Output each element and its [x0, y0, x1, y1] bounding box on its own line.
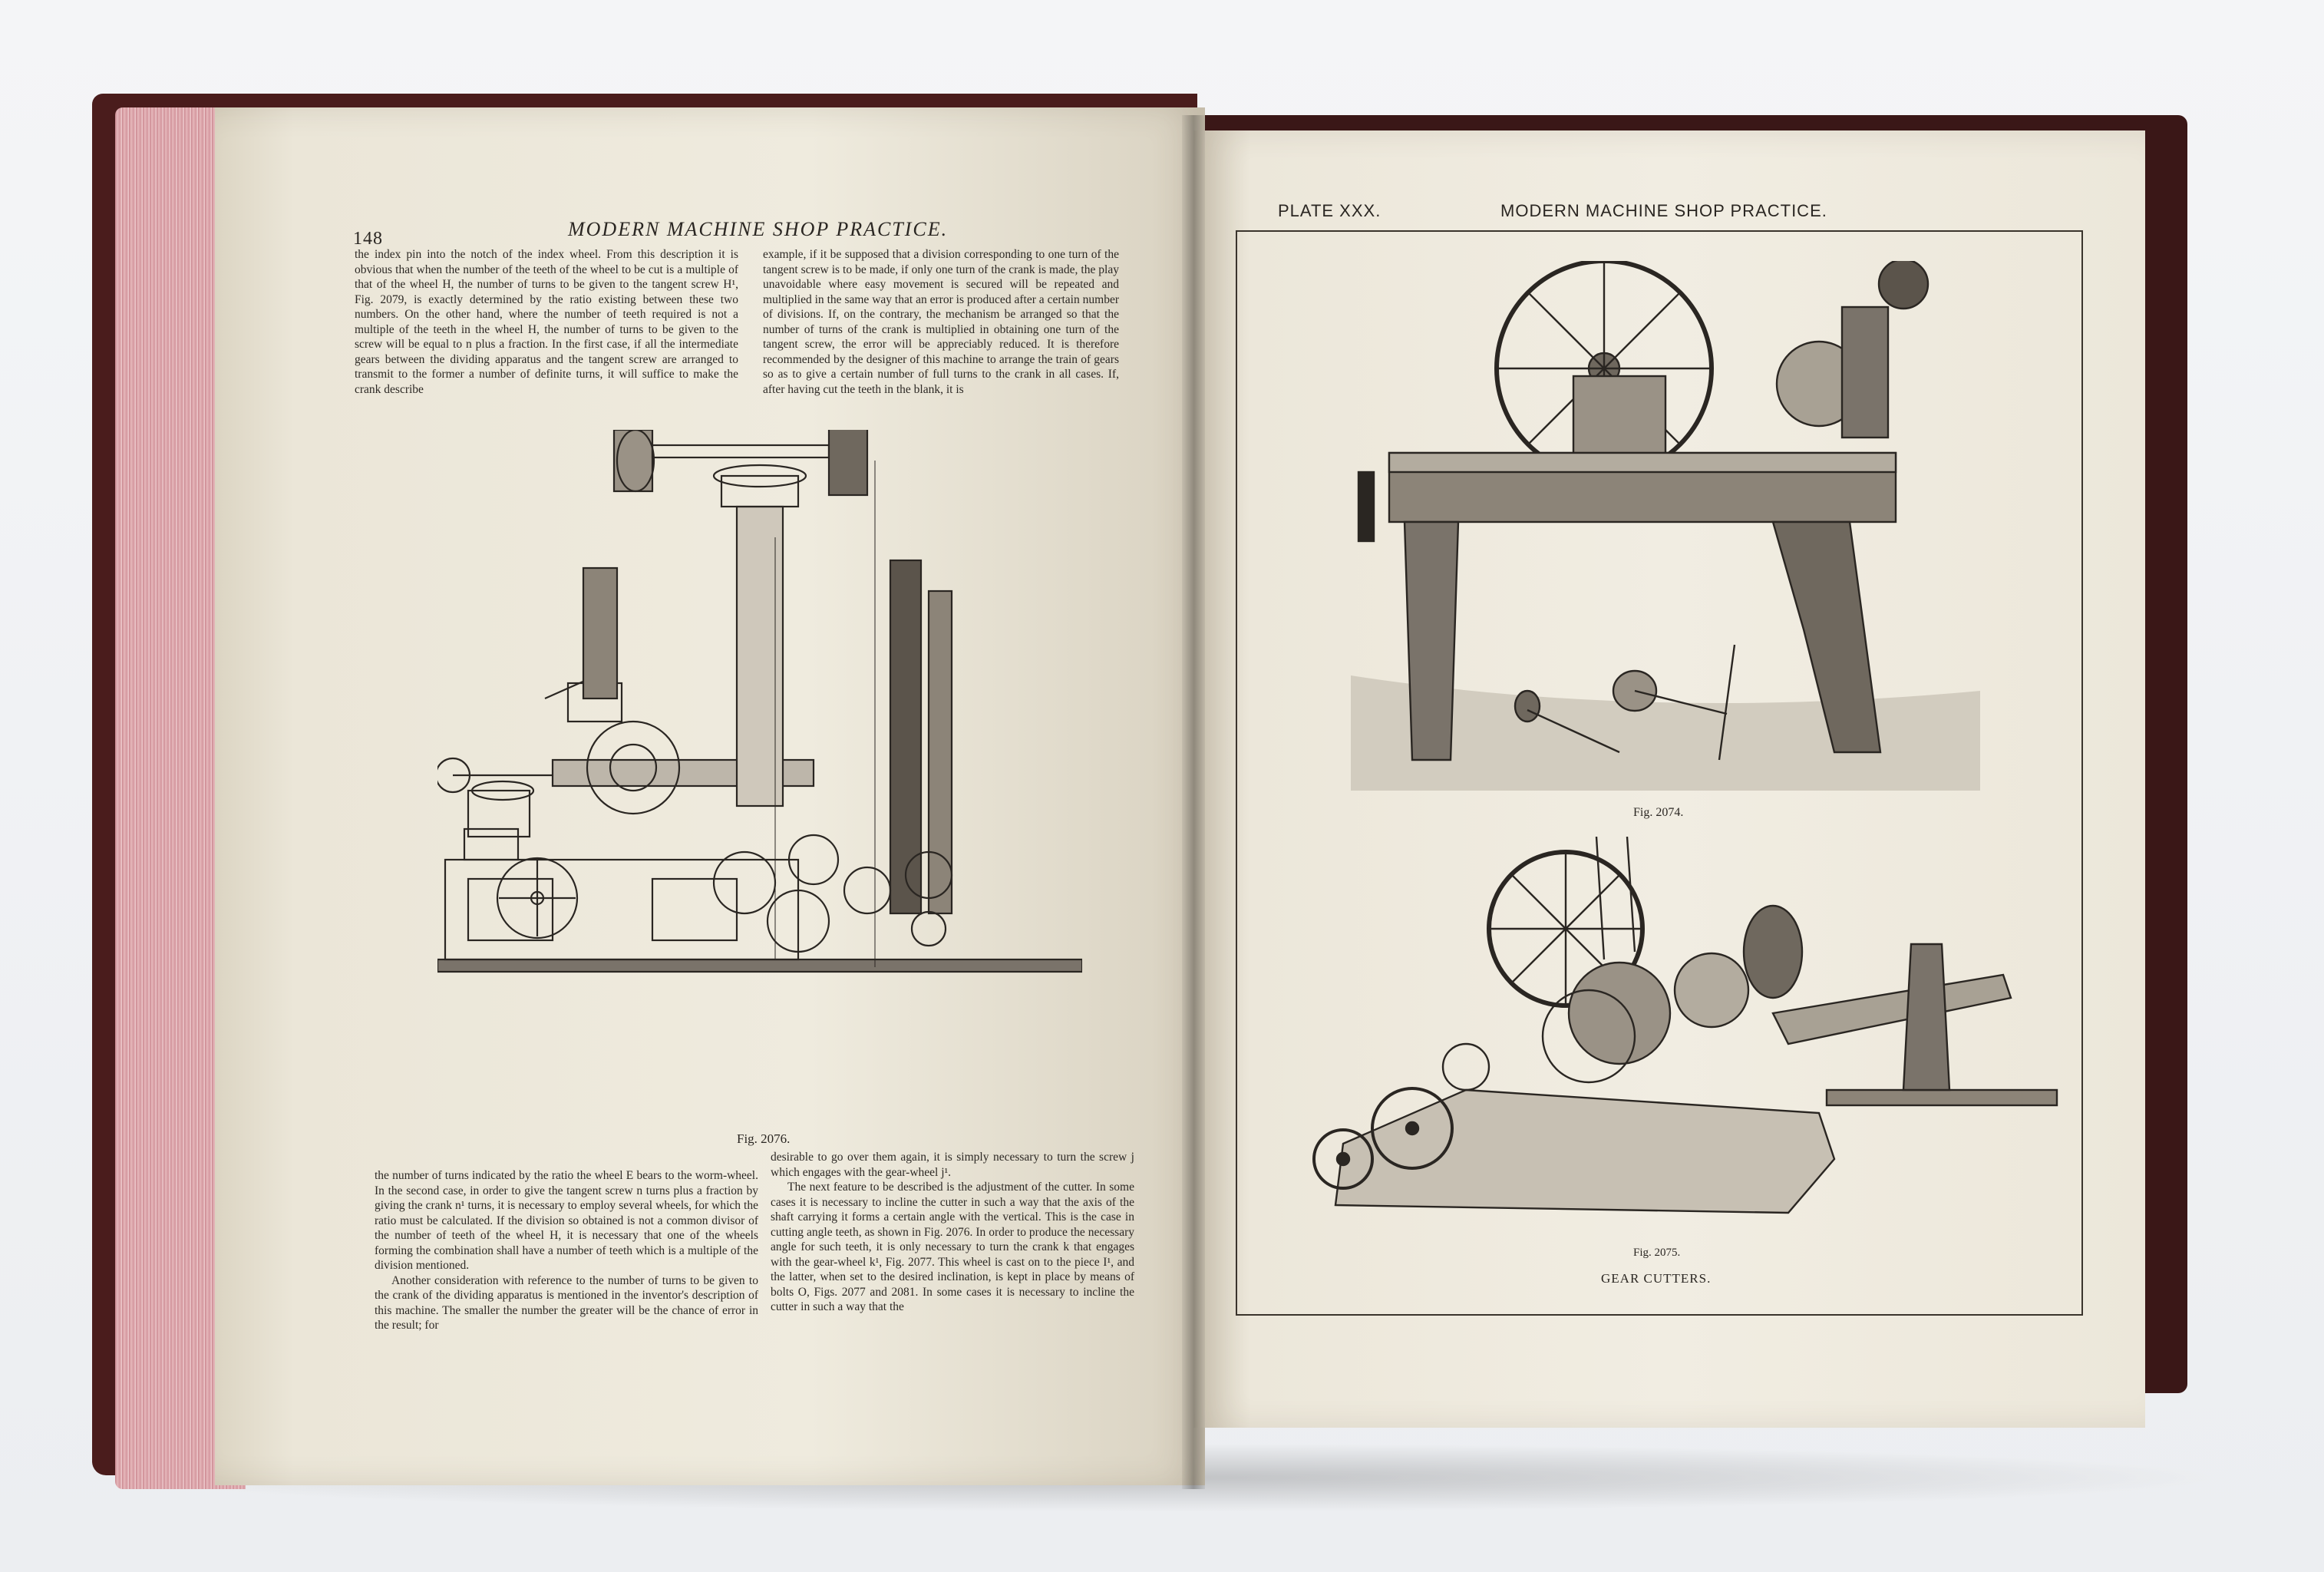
left-column-top — [355, 247, 738, 397]
figure-2076-gear-cutting-machine — [437, 430, 1082, 1105]
figure-2075-caption: Fig. 2075. — [1633, 1247, 1681, 1259]
paragraph: example, if it be supposed that a division corresponding to one turn of the tangent screw is to be made, if only one turn of the crank is made, the play unavoidable where easy movement is secured will be repeated and multiplied in the same way that an error is produced after a certain number of divisions. If, on the contrary, the mechanism be arranged so that the number of turns of the crank is multiplied in obtaining one turn of the tangent screw, the error will be appreciably reduced. It is therefore recommended by the designer of this machine to arrange the train of gears so as to give a certain number of full turns to the crank in all cases. If, after having cut the teeth in the blank, it is — [763, 248, 1119, 396]
figure-2074-lathe-gear-cutter — [1343, 261, 1988, 814]
left-column-bottom — [375, 1168, 758, 1333]
figure-2074-caption: Fig. 2074. — [1633, 806, 1684, 819]
paragraph: the index pin into the notch of the index wheel. From this description it is obvious that when the number of the teeth of the wheel to be cut is a multiple of that of the wheel H, the number of turns to be given to the tangent screw H¹, Fig. 2079, is exactly determined by the ratio existing between these two numbers. On the other hand, where the number of teeth required is not a multiple of the teeth in the wheel H, the number of turns to be given to the screw will be equal to n plus a fraction. In the first case, if all the intermediate gears between the dividing apparatus and the tangent screw are arranged to transmit to the former a number of definite turns, it will suffice to make the crank describe — [355, 248, 738, 396]
paragraph: the number of turns indicated by the ratio the wheel E bears to the worm-wheel. In the second case, in order to give the tangent screw n turns plus a fraction by giving the crank n¹ turns, it is necessary to employ several wheels, for which the ratio must be calculated. If the division so obtained is not a common divisor of the number of teeth of the wheel H, it is necessary that one of the wheels forming the combination shall have a number of teeth which is a multiple of the division mentioned. — [375, 1169, 758, 1272]
book-gutter — [1182, 115, 1205, 1489]
plate-title: GEAR CUTTERS. — [1601, 1271, 1712, 1286]
paragraph: desirable to go over them again, it is simply necessary to turn the screw j which engages with the gear-wheel j¹. — [771, 1151, 1134, 1179]
right-column-top — [763, 247, 1119, 397]
figure-2076-caption: Fig. 2076. — [737, 1131, 791, 1146]
right-column-bottom — [771, 1150, 1134, 1315]
plate-number: PLATE XXX. — [1278, 201, 1382, 220]
paragraph: The next feature to be described is the adjustment of the cutter. In some cases it is necessary to incline the cutter in such a way that the axis of the shaft carrying it forms a certain angle with the vertical. This is the case in cutting angle teeth, as shown in Fig. 2076. In order to produce the necessary angle for such teeth, it is only necessary to turn the crank k that engages with the gear-wheel k¹, Fig. 2077. This wheel is cast on to the piece I¹, and the latter, when set to the desired inclination, is kept in place by means of bolts O, Figs. 2077 and 2081. In some cases it is necessary to incline the cutter in such a way that the — [771, 1181, 1134, 1313]
page-number: 148 — [353, 229, 383, 249]
right-running-head: MODERN MACHINE SHOP PRACTICE. — [1500, 201, 1827, 220]
figure-2075-gear-cutting-machine — [1236, 837, 2072, 1251]
paragraph: Another consideration with reference to the number of turns to be given to the crank of the dividing apparatus is mentioned in the inventor's description of this machine. The smaller the number the greater will be the chance of error in the result; for — [375, 1273, 758, 1332]
left-running-head: MODERN MACHINE SHOP PRACTICE. — [568, 218, 949, 240]
